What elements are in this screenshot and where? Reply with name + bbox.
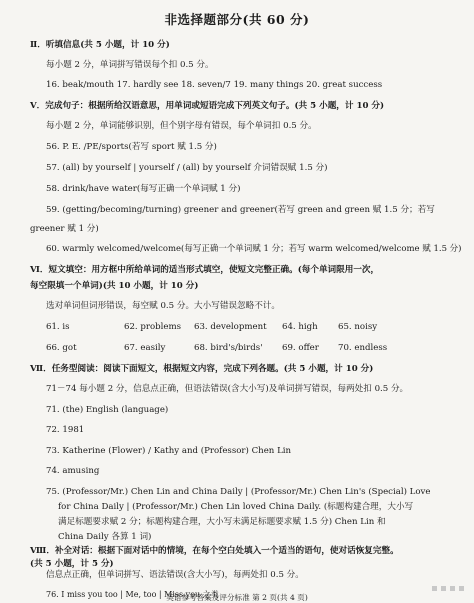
section-7-scoring: 71－74 每小题 2 分，信息点正确，但语法错误(含大小写)及单词拼写错误，每两处扣 0.5 分。 (46, 384, 409, 394)
section-2-answers: 16. beak/mouth 17. hardly see 18. seven/7 19. many things 20. great success (46, 80, 383, 90)
section-8-scoring: 信息点正确，但单词拼写、语法错误(含大小写)，每两处扣 0.5 分。 (46, 570, 304, 580)
answer-64: 64. high (282, 322, 318, 332)
watermark-dots (432, 586, 464, 591)
watermark-dot (459, 586, 464, 591)
section-6-heading-line-1: Ⅵ．短文填空：用方框中所给单词的适当形式填空，使短文完整正确。(每个单词限用一次， (30, 265, 380, 275)
section-5-scoring: 每小题 2 分，单词能够识别，但个别字母有错误，每个单词扣 0.5 分。 (46, 121, 317, 131)
section-2-heading: Ⅱ．听填信息(共 5 小题，计 10 分) (30, 40, 170, 50)
answer-72: 72. 1981 (46, 425, 85, 435)
watermark-dot (441, 586, 446, 591)
answer-63: 63. development (194, 322, 267, 332)
answer-69: 69. offer (282, 343, 319, 353)
page-footer: 英语参考答案及评分标准 第 2 页(共 4 页) (166, 593, 308, 602)
answer-56: 56. P. E. /PE/sports(若写 sport 赋 1.5 分) (46, 142, 217, 152)
section-5-heading: Ⅴ．完成句子：根据所给汉语意思，用单词或短语完成下列英文句子。(共 5 小题，计 10 分) (30, 101, 385, 111)
answer-65: 65. noisy (338, 322, 378, 332)
watermark-dot (432, 586, 437, 591)
answer-71: 71. (the) English (language) (46, 405, 169, 415)
answer-68: 68. bird's/birds' (194, 343, 263, 353)
answer-75-line-4: China Daily 各算 1 词) (58, 532, 152, 542)
answer-57: 57. (all) by yourself | yourself / (all) by yourself 介词错误赋 1.5 分) (46, 163, 328, 173)
answer-75-line-3: 满足标题要求赋 2 分；标题构建合理，大小写未满足标题要求赋 1.5 分) Chen Lin 和 (58, 517, 386, 527)
section-6-heading-line-2: 每空限填一个单词)(共 10 小题，计 10 分) (30, 281, 199, 291)
section-8-subheading: (共 5 小题，计 5 分) (30, 559, 114, 569)
answer-62: 62. problems (124, 322, 182, 332)
answer-75-line-2: for China Daily | (Professor/Mr.) Chen Lin loved China Daily. (标题构建合理，大小写 (58, 502, 414, 512)
section-7-heading: Ⅶ．任务型阅读：阅读下面短文，根据短文内容，完成下列各题。(共 5 小题，计 10 分) (30, 364, 374, 374)
answer-59-line-2: greener 赋 1 分) (30, 224, 99, 234)
answer-67: 67. easily (124, 343, 166, 353)
section-6-scoring: 选对单词但词形错误，每空赋 0.5 分。大小写错误忽略不计。 (46, 301, 280, 311)
answer-73: 73. Katherine (Flower) / Kathy and (Professor) Chen Lin (46, 446, 292, 456)
section-8-heading: Ⅷ．补全对话：根据下面对话中的情境，在每个空白处填入一个适当的语句，使对话恢复完整。 (30, 546, 399, 556)
answer-60: 60. warmly welcomed/welcome(每写正确一个单词赋 1 分；若写 warm welcomed/welcome 赋 1.5 分) (46, 244, 462, 254)
answer-75-line-1: 75. (Professor/Mr.) Chen Lin and China Daily | (Professor/Mr.) Chen Lin's (Special) Love (46, 487, 431, 497)
answer-70: 70. endless (338, 343, 388, 353)
answer-58: 58. drink/have water(每写正确一个单词赋 1 分) (46, 184, 241, 194)
answer-76: 76. I miss you too | Me, too | Miss you 之类 (46, 590, 219, 599)
answer-74: 74. amusing (46, 466, 100, 476)
page-title: 非选择题部分(共 60 分) (164, 12, 310, 27)
answer-61: 61. is (46, 322, 70, 332)
answer-59-line-1: 59. (getting/becoming/turning) greener and greener(若写 green and green 赋 1.5 分；若写 (46, 205, 435, 215)
section-2-scoring: 每小题 2 分，单词拼写错误每个扣 0.5 分。 (46, 60, 214, 70)
watermark-dot (450, 586, 455, 591)
answer-66: 66. got (46, 343, 77, 353)
